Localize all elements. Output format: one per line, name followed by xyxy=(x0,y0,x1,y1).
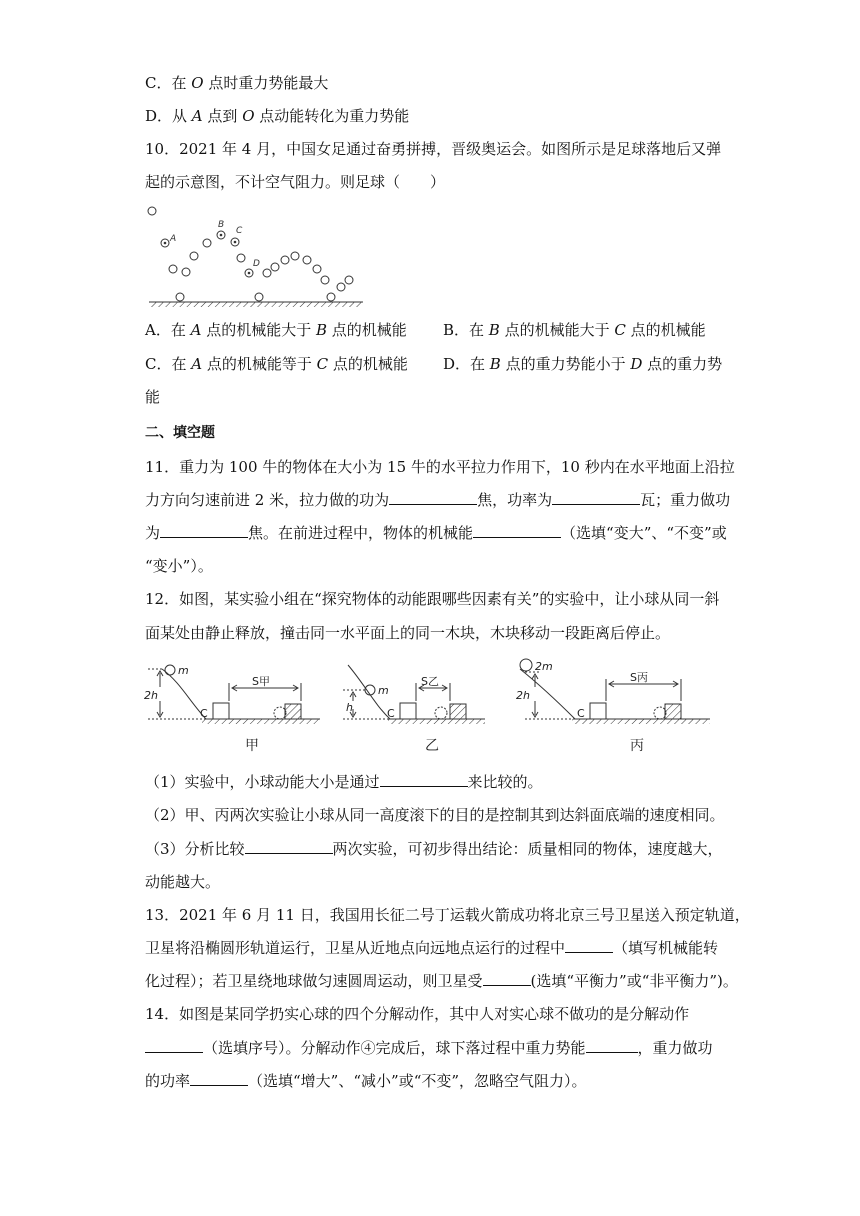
q10-option-b: B．在 B 点的机械能大于 C 点的机械能 xyxy=(443,321,706,339)
jia-caption: 甲 xyxy=(245,738,259,754)
q9-option-c: C．在 O 点时重力势能最大 xyxy=(145,74,329,92)
q14-line3: 的功率 （选填“增大”、“减小”或“不变”，忽略空气阻力）。 xyxy=(145,1072,587,1090)
section-fill-in-title: 二、填空题 xyxy=(145,425,215,441)
ball-20 xyxy=(327,293,335,301)
q14-blank-power[interactable] xyxy=(190,1071,248,1086)
ball-13 xyxy=(263,269,271,277)
q10-option-a: A．在 A 点的机械能大于 B 点的机械能 xyxy=(145,321,407,339)
q10-option-d: D．在 B 点的重力势能小于 D 点的重力势 xyxy=(443,355,723,373)
q12-sub2: （2）甲、丙两次实验让小球从同一高度滚下的目的是控制其到达斜面底端的速度相同。 xyxy=(145,806,725,824)
label-A: A xyxy=(170,234,177,244)
q10-option-c: C．在 A 点的机械能等于 C 点的机械能 xyxy=(145,355,408,373)
q11-blank-power[interactable] xyxy=(552,490,640,505)
ball-18 xyxy=(313,265,321,273)
q10-stem-line2: 起的示意图，不计空气阻力。则足球（ ） xyxy=(145,173,446,191)
bing-point: C xyxy=(577,707,585,720)
q12-line1: 12．如图，某实验小组在“探究物体的动能跟哪些因素有关”的实验中，让小球从同一斜 xyxy=(145,590,720,608)
ball-22 xyxy=(345,276,353,284)
q11-line2: 力方向匀速前进 2 米，拉力做的功为 焦，功率为 瓦；重力做功 xyxy=(145,491,731,509)
yi-height: h xyxy=(346,701,353,714)
q14-line1: 14．如图是某同学扔实心球的四个分解动作，其中人对实心球不做功的是分解动作 xyxy=(145,1005,690,1023)
q11-blank-gravity-work[interactable] xyxy=(160,523,248,538)
q13-line1: 13．2021 年 6 月 11 日，我国用长征二号丁运载火箭成功将北京三号卫星送入预定轨道， xyxy=(145,906,750,924)
q13-blank-force[interactable] xyxy=(483,971,531,986)
bing-mass: 2m xyxy=(535,660,553,673)
ball-14 xyxy=(271,263,279,271)
q9-option-d: D．从 A 点到 O 点动能转化为重力势能 xyxy=(145,107,410,125)
q13-blank-energy-conversion[interactable] xyxy=(565,938,613,953)
bing-caption: 丙 xyxy=(630,738,644,754)
ball-21 xyxy=(337,283,345,291)
jia-mass: m xyxy=(178,664,189,677)
ball-7 xyxy=(203,239,211,247)
yi-caption: 乙 xyxy=(425,738,439,754)
label-D: D xyxy=(253,259,260,269)
q14-blank-action[interactable] xyxy=(145,1038,203,1053)
q14-line2: （选填序号）。分解动作④完成后，球下落过程中重力势能 ，重力做功 xyxy=(145,1038,713,1058)
ball-12 xyxy=(255,293,263,301)
q12-experiment-figure xyxy=(140,657,715,757)
jia-point: C xyxy=(200,707,208,720)
q12-sub1: （1）实验中，小球动能大小是通过 来比较的。 xyxy=(145,773,543,791)
bing-height: 2h xyxy=(516,689,530,702)
q12-sub3: （3）分析比较 两次实验，可初步得出结论：质量相同的物体，速度越大， xyxy=(145,840,723,858)
yi-mass: m xyxy=(378,684,389,697)
ball-17 xyxy=(303,256,311,264)
q12-blank-compare[interactable] xyxy=(245,839,333,854)
q12-sub3-cont: 动能越大。 xyxy=(145,873,221,891)
q10-stem-line1: 10．2021 年 4 月，中国女足通过奋勇拼搏，晋级奥运会。如图所示是足球落地后又弹 xyxy=(145,140,722,158)
q13-line3: 化过程）；若卫星绕地球做匀速圆周运动，则卫星受 (选填“平衡力”或“非平衡力”)。 xyxy=(145,972,738,990)
label-B: B xyxy=(218,220,225,230)
ball-10 xyxy=(237,254,245,262)
yi-distance: S乙 xyxy=(421,675,439,688)
q14-blank-potential[interactable] xyxy=(586,1038,638,1053)
ball-6 xyxy=(190,252,198,260)
jia-height: 2h xyxy=(144,689,158,702)
ball-16 xyxy=(291,252,299,260)
setup-jia xyxy=(148,665,320,724)
q12-line2: 面某处由静止释放，撞击同一水平面上的同一木块，木块移动一段距离后停止。 xyxy=(145,624,671,642)
q10-ball-bounce-figure xyxy=(145,200,370,312)
ball-5 xyxy=(182,268,190,276)
q10-option-d-cont: 能 xyxy=(145,388,161,406)
q13-line2: 卫星将沿椭圆形轨道运行，卫星从近地点向远地点运行的过程中 （填写机械能转 xyxy=(145,939,719,957)
q11-line4: “变小”）。 xyxy=(145,557,213,575)
q12-blank-kinetic-measure[interactable] xyxy=(380,772,468,787)
q11-line3: 为 焦。在前进过程中，物体的机械能 （选填“变大”、“不变”或 xyxy=(145,524,727,542)
ball-4 xyxy=(176,293,184,301)
ball-3 xyxy=(169,265,177,273)
bing-distance: S丙 xyxy=(630,671,648,684)
q11-line1: 11．重力为 100 牛的物体在大小为 15 牛的水平拉力作用下，10 秒内在水平地面上沿拉 xyxy=(145,458,735,476)
jia-distance: S甲 xyxy=(252,675,270,688)
ball-15 xyxy=(281,256,289,264)
ball-19 xyxy=(321,276,329,284)
yi-point: C xyxy=(387,707,395,720)
q11-blank-work[interactable] xyxy=(389,490,477,505)
setup-yi xyxy=(343,665,485,724)
ground-hatch xyxy=(149,302,363,307)
ball-1 xyxy=(148,207,156,215)
label-C: C xyxy=(236,226,243,236)
q11-blank-mech-energy[interactable] xyxy=(473,523,561,538)
